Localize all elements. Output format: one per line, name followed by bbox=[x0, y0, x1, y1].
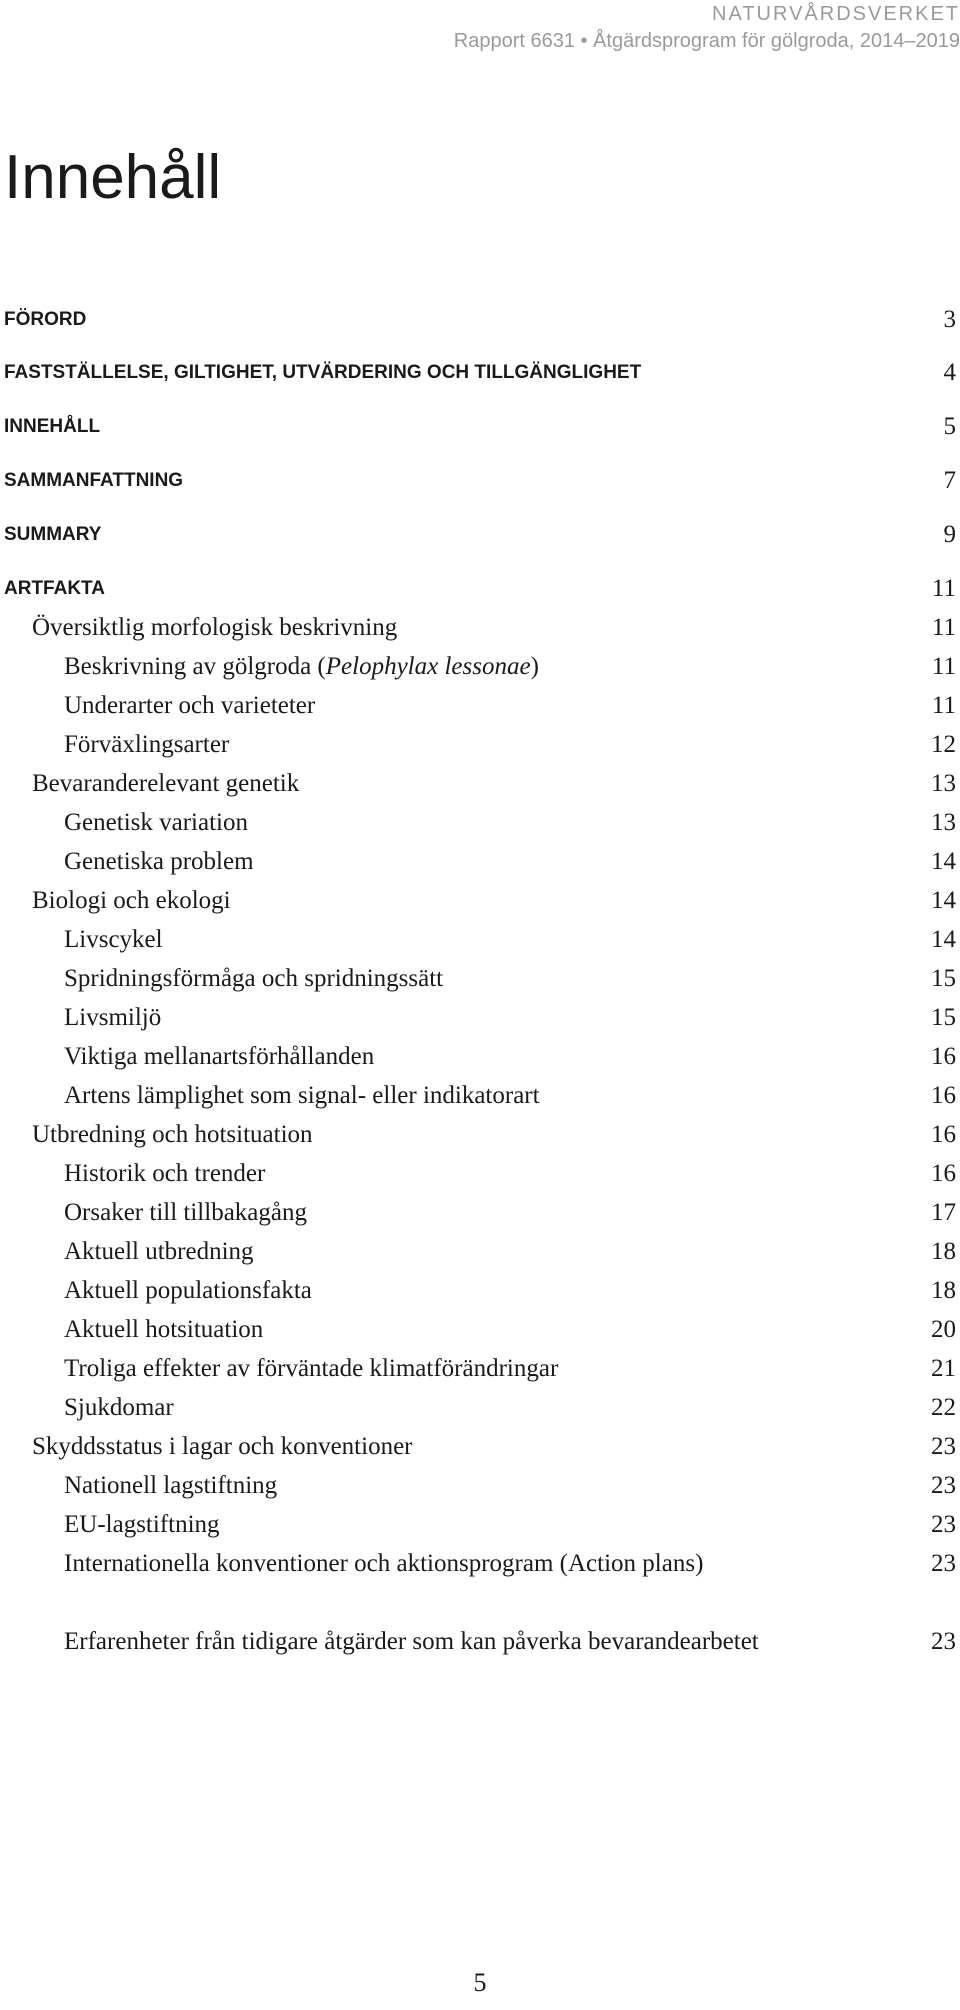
header-organization: NATURVÅRDSVERKET bbox=[712, 3, 960, 25]
toc-entry-label: FASTSTÄLLELSE, GILTIGHET, UTVÄRDERING OCH TILLGÄNGLIGHET bbox=[4, 361, 642, 383]
toc-entry-page: 11 bbox=[931, 574, 956, 602]
toc-entry[interactable] bbox=[4, 803, 956, 842]
toc-entry[interactable] bbox=[4, 1037, 956, 1076]
toc-entry[interactable] bbox=[4, 1427, 956, 1466]
toc-entry[interactable] bbox=[4, 1349, 956, 1388]
toc-entry-label: INNEHÅLL bbox=[4, 415, 101, 437]
toc-entry[interactable] bbox=[4, 461, 956, 500]
toc-entry[interactable] bbox=[4, 608, 956, 647]
toc-entry-page: 7 bbox=[943, 466, 956, 494]
toc-entry[interactable] bbox=[4, 686, 956, 725]
toc-entry-label: FÖRORD bbox=[4, 308, 87, 330]
toc-entry-page: 16 bbox=[931, 1159, 956, 1187]
toc-entry-label: Genetisk variation bbox=[64, 808, 248, 836]
toc-entry-label: Spridningsförmåga och spridningssätt bbox=[64, 964, 444, 992]
toc-entry-page: 14 bbox=[931, 886, 956, 914]
toc-entry-label: EU-lagstiftning bbox=[64, 1510, 220, 1538]
toc-entry-label: ARTFAKTA bbox=[4, 577, 105, 599]
toc-entry-label: Viktiga mellanartsförhållanden bbox=[64, 1042, 375, 1070]
toc-entry-page: 23 bbox=[931, 1628, 956, 1655]
toc-entry[interactable] bbox=[4, 353, 956, 392]
toc-entry-page: 16 bbox=[931, 1120, 956, 1148]
toc-entry[interactable] bbox=[4, 881, 956, 920]
toc-entry-page: 11 bbox=[931, 652, 956, 680]
toc-entry-page: 23 bbox=[931, 1471, 956, 1499]
toc-entry-label: Bevaranderelevant genetik bbox=[32, 769, 300, 797]
page-title: Innehåll bbox=[4, 143, 222, 212]
toc-entry-label: Internationella konventioner och aktionsprogram (Action plans) bbox=[64, 1549, 704, 1577]
toc-entry[interactable] bbox=[4, 1154, 956, 1193]
toc-entry-page: 23 bbox=[931, 1432, 956, 1460]
toc-entry-label: Livscykel bbox=[64, 925, 163, 953]
toc-entry-page: 15 bbox=[931, 964, 956, 992]
toc-entry-page: 3 bbox=[943, 305, 956, 333]
toc-entry-label: Historik och trender bbox=[64, 1159, 266, 1187]
toc-entry-page: 23 bbox=[931, 1549, 956, 1577]
toc-entry-label: Översiktlig morfologisk beskrivning bbox=[32, 613, 398, 641]
toc-entry[interactable] bbox=[4, 725, 956, 764]
toc-entry-page: 9 bbox=[943, 520, 956, 548]
page-header bbox=[454, 0, 960, 54]
toc-entry-page: 18 bbox=[931, 1276, 956, 1304]
toc-entry[interactable] bbox=[4, 300, 956, 339]
toc-entry-label: Underarter och varieteter bbox=[64, 691, 316, 719]
toc-entry-label: Biologi och ekologi bbox=[32, 886, 231, 914]
toc-entry[interactable] bbox=[4, 1388, 956, 1427]
toc-entry-label: Förväxlingsarter bbox=[64, 730, 230, 758]
toc-entry-page: 13 bbox=[931, 769, 956, 797]
toc-entry[interactable] bbox=[4, 569, 956, 608]
toc-entry[interactable] bbox=[4, 1310, 956, 1349]
toc-entry[interactable] bbox=[4, 1544, 956, 1583]
toc-entry[interactable] bbox=[4, 647, 956, 686]
toc-entry-label: Genetiska problem bbox=[64, 847, 254, 875]
toc-entry-page: 5 bbox=[943, 412, 956, 440]
toc-entry[interactable] bbox=[4, 998, 956, 1037]
toc-entry[interactable] bbox=[4, 407, 956, 446]
toc-entry-page: 15 bbox=[931, 1003, 956, 1031]
toc-entry[interactable] bbox=[4, 1505, 956, 1544]
toc-entry[interactable] bbox=[4, 1193, 956, 1232]
toc-entry-label: Skyddsstatus i lagar och konventioner bbox=[32, 1432, 413, 1460]
toc-entry-label: Aktuell utbredning bbox=[64, 1237, 254, 1265]
toc-entry-page: 13 bbox=[931, 808, 956, 836]
toc-entry-page: 23 bbox=[931, 1510, 956, 1538]
toc-entry-label: Troliga effekter av förväntade klimatförändringar bbox=[64, 1354, 559, 1382]
toc-entry-page: 18 bbox=[931, 1237, 956, 1265]
toc-entry-page: 11 bbox=[931, 613, 956, 641]
toc-entry[interactable] bbox=[4, 1466, 956, 1505]
toc-entry-page: 12 bbox=[931, 730, 956, 758]
toc-entry-label: Orsaker till tillbakagång bbox=[64, 1198, 307, 1226]
toc-entry[interactable] bbox=[4, 920, 956, 959]
toc-entry-label: Erfarenheter från tidigare åtgärder som kan påverka bevarandearbetet bbox=[64, 1628, 759, 1655]
toc-entry-page: 4 bbox=[943, 358, 956, 386]
toc-entry-label: Artens lämplighet som signal- eller indikatorart bbox=[64, 1081, 540, 1109]
toc-entry-page: 14 bbox=[931, 925, 956, 953]
toc-entry-page: 16 bbox=[931, 1042, 956, 1070]
toc-entry[interactable] bbox=[4, 959, 956, 998]
toc-entry[interactable] bbox=[4, 842, 956, 881]
toc-entry-page: 17 bbox=[931, 1198, 956, 1226]
toc-entry-label: Aktuell populationsfakta bbox=[64, 1276, 312, 1304]
toc-entry[interactable] bbox=[4, 515, 956, 554]
toc-entry-page: 14 bbox=[931, 847, 956, 875]
toc-entry-page: 16 bbox=[931, 1081, 956, 1109]
toc-entry[interactable] bbox=[4, 1115, 956, 1154]
toc-entry-label: Utbredning och hotsituation bbox=[32, 1120, 313, 1148]
toc-entry-label: Livsmiljö bbox=[64, 1003, 162, 1031]
toc-entry-label: Aktuell hotsituation bbox=[64, 1315, 264, 1343]
toc-entry[interactable] bbox=[4, 1076, 956, 1115]
toc-entry-page: 20 bbox=[931, 1315, 956, 1343]
toc-entry[interactable] bbox=[4, 1232, 956, 1271]
toc-entry-page: 21 bbox=[931, 1354, 956, 1382]
toc-entry[interactable] bbox=[4, 1583, 956, 1661]
toc-entry[interactable] bbox=[4, 1271, 956, 1310]
header-report-title: Rapport 6631 • Åtgärdsprogram för gölgroda, 2014–2019 bbox=[453, 30, 960, 52]
page-number: 5 bbox=[473, 1968, 487, 1997]
species-name: Pelophylax lessonae bbox=[325, 652, 531, 680]
toc-entry-label: Nationell lagstiftning bbox=[64, 1471, 278, 1499]
toc-entry-label: SAMMANFATTNING bbox=[4, 469, 184, 491]
toc-entry-page: 22 bbox=[931, 1393, 956, 1421]
toc-entry-label: SUMMARY bbox=[4, 523, 102, 545]
toc-entry-label: Sjukdomar bbox=[64, 1393, 174, 1421]
toc-entry-page: 11 bbox=[931, 691, 956, 719]
toc-entry[interactable] bbox=[4, 764, 956, 803]
toc-entry-label: Beskrivning av gölgroda (Pelophylax lessonae) bbox=[64, 652, 539, 680]
